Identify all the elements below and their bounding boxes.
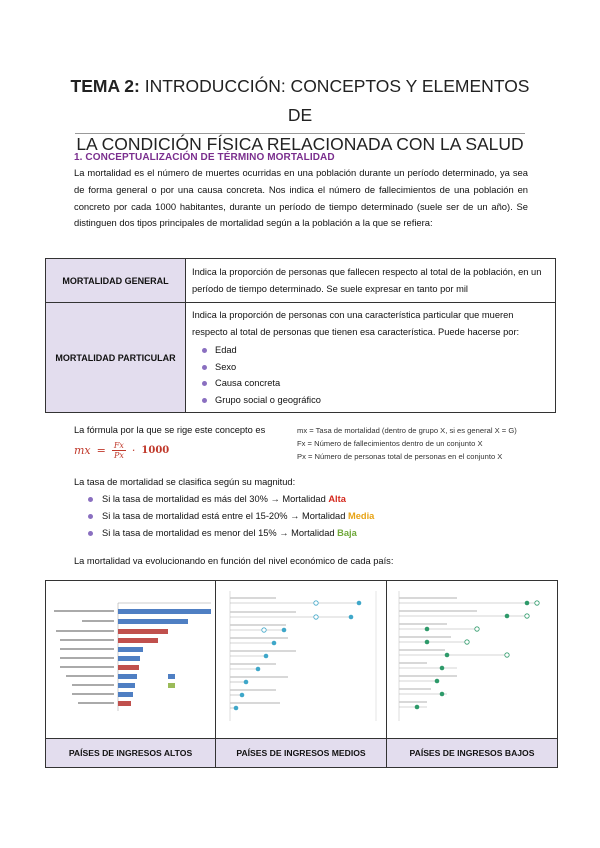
formula-fraction	[112, 441, 126, 460]
label-mortalidad-particular: MORTALIDAD PARTICULAR	[46, 303, 186, 413]
table-row	[46, 303, 556, 413]
middle-income-panel	[216, 581, 387, 767]
low-income-chart-image	[387, 581, 557, 738]
formula-denominator: Px	[113, 451, 124, 460]
formula-intro: La fórmula por la que se rige este concepto es	[74, 425, 266, 435]
legend-line: Fx = Número de fallecimientos dentro de un conjunto X	[297, 439, 483, 448]
table-row	[46, 259, 556, 303]
formula-legend	[297, 424, 517, 463]
list-item: Sexo	[202, 359, 549, 376]
list-item: Si la tasa de mortalidad es menor del 15% → Mortalidad Baja	[88, 525, 374, 542]
level-alta: Alta	[328, 494, 346, 504]
title-bold: TEMA 2:	[70, 76, 140, 96]
title-divider	[75, 133, 525, 134]
caption-low-income: PAÍSES DE INGRESOS BAJOS	[387, 738, 557, 767]
caption-middle-income: PAÍSES DE INGRESOS MEDIOS	[216, 738, 386, 767]
list-item: Grupo social o geográfico	[202, 392, 549, 409]
list-item: Si la tasa de mortalidad está entre el 15-20% → Mortalidad Media	[88, 508, 374, 525]
legend-line: Px = Número de personas total de personas en el conjunto X	[297, 452, 503, 461]
formula-times: ·	[131, 444, 136, 457]
formula-numerator: Fx	[113, 441, 124, 450]
legend-line: mx = Tasa de mortalidad (dentro de grupo X, si es general X = G)	[297, 426, 517, 435]
caption-high-income: PAÍSES DE INGRESOS ALTOS	[46, 738, 215, 767]
evolution-intro: La mortalidad va evolucionando en función del nivel económico de cada país:	[74, 556, 394, 566]
mortality-types-table	[45, 258, 556, 413]
low-income-panel	[387, 581, 557, 767]
income-charts-grid	[45, 580, 558, 768]
intro-paragraph: La mortalidad es el número de muertes ocurridas en una población durante un período determinado, ya sea de forma general o por una causa concreta. Nos indica el número de fallecimientos de una población en concreto por cada 1000 habitantes, durante un período de tiempo determinado (suele ser de un año). Se distinguen dos tipos principales de mortalidad según a la población a la que se refiera:	[74, 167, 528, 229]
title-line2: LA CONDICIÓN FÍSICA RELACIONADA CON LA SALUD	[76, 134, 524, 154]
high-income-panel	[46, 581, 216, 767]
high-income-chart-image	[46, 581, 215, 738]
formula-eq: =	[96, 444, 106, 457]
criteria-list	[192, 342, 549, 408]
label-mortalidad-general: MORTALIDAD GENERAL	[46, 259, 186, 303]
text-mortalidad-general: Indica la proporción de personas que fallecen respecto al total de la población, en un período de tiempo determinado. Se suele expresar en tanto por mil	[186, 259, 556, 303]
classification-list	[88, 491, 374, 542]
list-item: Causa concreta	[202, 375, 549, 392]
level-media: Media	[347, 511, 375, 521]
section-heading: 1. CONCEPTUALIZACIÓN DE TÉRMINO MORTALIDAD	[74, 152, 335, 163]
formula-lhs: mx	[74, 444, 91, 457]
title-line1: INTRODUCCIÓN: CONCEPTOS Y ELEMENTOS DE	[144, 76, 530, 125]
text-mortalidad-particular: Indica la proporción de personas con una característica particular que mueren respecto al total de personas que tienen esa característica. Puede hacerse por:	[192, 310, 520, 337]
formula-factor: 1000	[141, 445, 170, 456]
formula	[74, 441, 169, 460]
level-baja: Baja	[337, 528, 357, 538]
page-title	[60, 72, 540, 159]
list-item: Edad	[202, 342, 549, 359]
list-item: Si la tasa de mortalidad es más del 30% → Mortalidad Alta	[88, 491, 374, 508]
middle-income-chart-image	[216, 581, 386, 738]
classification-intro: La tasa de mortalidad se clasifica según su magnitud:	[74, 477, 296, 487]
